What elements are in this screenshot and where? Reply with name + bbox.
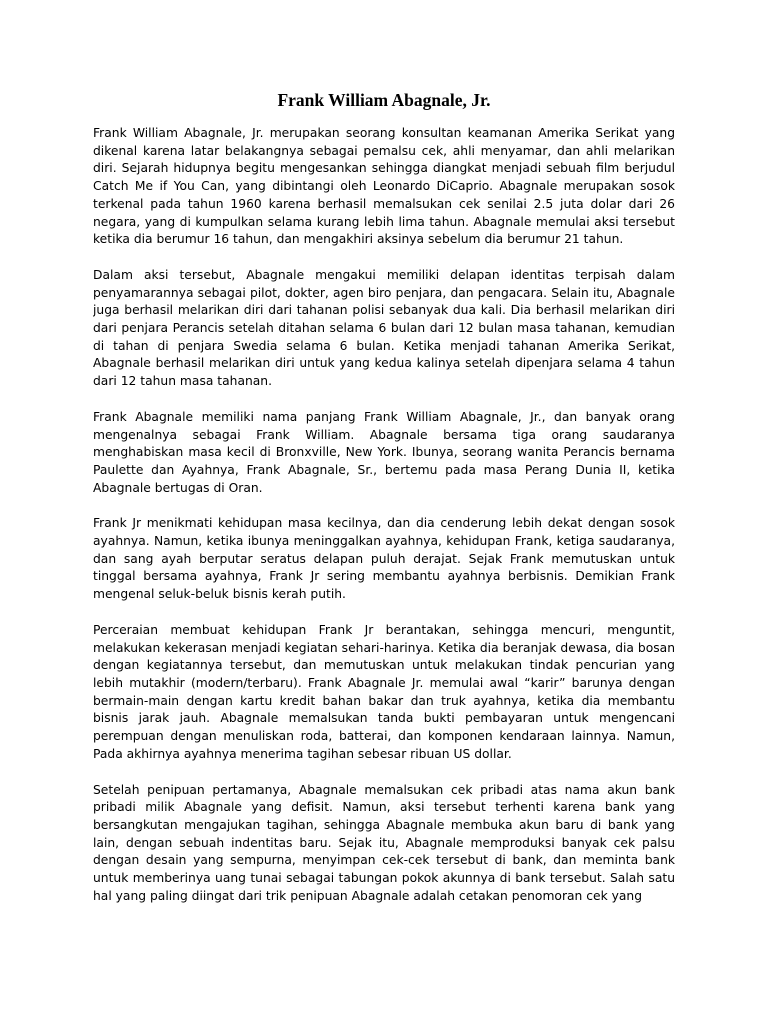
paragraph-4: Frank Jr menikmati kehidupan masa kecilnya, dan dia cenderung lebih dekat dengan sosok ayahnya. Namun, ketika ibunya meninggalkan ayahnya, kehidupan Frank, ketiga saudaranya, dan sang ayah berputar seratus delapan puluh derajat. Sejak Frank memutuskan untuk tinggal bersama ayahnya, Frank Jr sering membantu ayahnya berbisnis. Demikian Frank mengenal seluk-beluk bisnis kerah putih. [93,516,675,602]
document-page [93,0,675,1024]
paragraph-3: Frank Abagnale memiliki nama panjang Frank William Abagnale, Jr., dan banyak orang mengenalnya sebagai Frank William. Abagnale bersama tiga orang saudaranya menghabiskan masa kecil di Bronxville, New York. Ibunya, seorang wanita Perancis bernama Paulette dan Ayahnya, Frank Abagnale, Sr., bertemu pada masa Perang Dunia II, ketika Abagnale bertugas di Oran. [93,409,675,495]
paragraph-6: Setelah penipuan pertamanya, Abagnale memalsukan cek pribadi atas nama akun bank pribadi milik Abagnale yang defisit. Namun, aksi tersebut terhenti karena bank yang bersangkutan mengajukan tagihan, sehingga Abagnale membuka akun baru di bank yang lain, dengan sebuah indentitas baru. Sejak itu, Abagnale memproduksi banyak cek palsu dengan desain yang sempurna, menyimpan cek-cek tersebut di bank, dan meminta bank untuk memberinya uang tunai sebagai tabungan pokok akunnya di bank tersebut. Salah satu hal yang paling diingat dari trik penipuan Abagnale adalah cetakan penomoran cek yang [93,782,675,903]
document-body [93,125,675,905]
paragraph-5: Perceraian membuat kehidupan Frank Jr berantakan, sehingga mencuri, menguntit, melakukan kekerasan menjadi kegiatan sehari-harinya. Ketika dia beranjak dewasa, dia bosan dengan kegiatannya tersebut, dan memutuskan untuk melakukan tindak pencurian yang lebih mutakhir (modern/terbaru). Frank Abagnale Jr. memulai awal “karir” barunya dengan bermain-main dengan kartu kredit bahan bakar dan truk ayahnya, ketika dia membantu bisnis jarak jauh. Abagnale memalsukan tanda bukti pembayaran untuk mengencani perempuan dengan menuliskan roda, batterai, dan komponen kendaraan lainnya. Namun, Pada akhirnya ayahnya menerima tagihan sebesar ribuan US dollar. [93,622,675,761]
document-title: Frank William Abagnale, Jr. [277,90,491,110]
paragraph-1: Frank William Abagnale, Jr. merupakan seorang konsultan keamanan Amerika Serikat yang dikenal karena latar belakangnya sebagai pemalsu cek, ahli menyamar, dan ahli melarikan diri. Sejarah hidupnya begitu mengesankan sehingga diangkat menjadi sebuah film berjudul Catch Me if You Can, yang dibintangi oleh Leonardo DiCaprio. Abagnale merupakan sosok terkenal pada tahun 1960 karena berhasil memalsukan cek senilai 2.5 juta dolar dari 26 negara, yang di kumpulkan selama kurang lebih lima tahun. Abagnale memulai aksi tersebut ketika dia berumur 16 tahun, dan mengakhiri aksinya sebelum dia berumur 21 tahun. [93,126,675,247]
paragraph-2: Dalam aksi tersebut, Abagnale mengakui memiliki delapan identitas terpisah dalam penyamarannya sebagai pilot, dokter, agen biro penjara, dan pengacara. Selain itu, Abagnale juga berhasil melarikan diri dari tahanan polisi sebanyak dua kali. Dia berhasil melarikan diri dari penjara Perancis setelah ditahan selama 6 bulan dari 12 bulan masa tahanan, kemudian di tahan di penjara Swedia selama 6 bulan. Ketika menjadi tahanan Amerika Serikat, Abagnale berhasil melarikan diri untuk yang kedua kalinya setelah dipenjara selama 4 tahun dari 12 tahun masa tahanan. [93,267,675,389]
